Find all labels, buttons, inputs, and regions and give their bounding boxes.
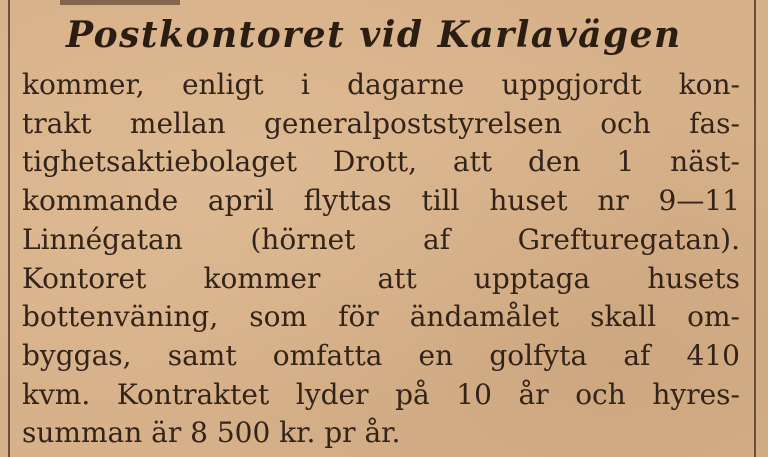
article-line: Linnégatan (hörnet af Grefturegatan). [22,222,740,256]
column-rule-left [8,0,10,457]
article-line: trakt mellan generalpoststyrelsen och fas- [22,106,740,140]
article-line: tighetsaktiebolaget Drott, att den 1 näst- [22,145,740,179]
article-line: summan är 8 500 kr. pr år. [22,416,401,450]
column-rule-right [754,0,756,457]
article-line: kvm. Kontraktet lyder på 10 år och hyres- [22,377,740,411]
article-line: bottenväning, som för ändamålet skall om- [22,300,740,334]
article-line: kommande april flyttas till huset nr 9—11 [22,184,740,218]
article-headline: Postkontoret vid Karlavägen [66,14,682,56]
article-line: byggas, samt omfatta en golfyta af 410 [22,338,740,372]
top-rule [60,0,180,5]
article-body [22,66,746,453]
article-line: kommer, enligt i dagarne uppgjordt kon- [22,68,740,101]
article-line: Kontoret kommer att upptaga husets [22,261,740,295]
